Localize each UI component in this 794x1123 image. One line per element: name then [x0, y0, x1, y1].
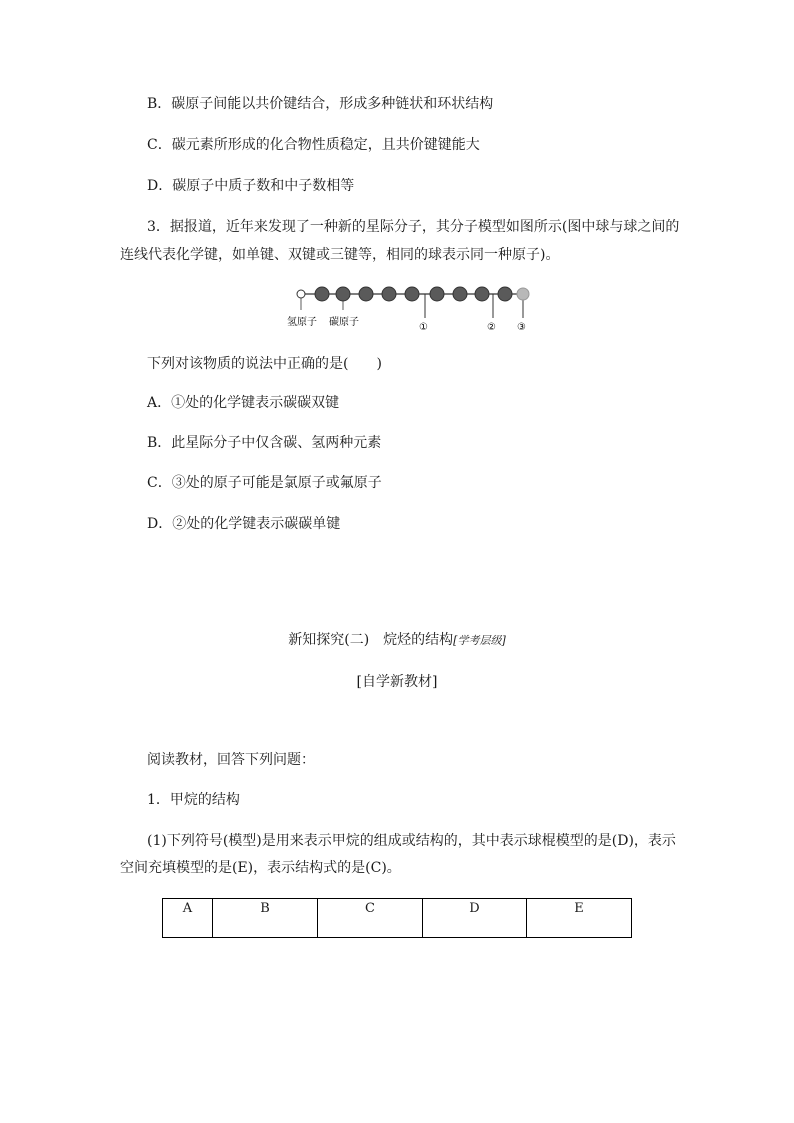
table-cell-d: D: [423, 899, 527, 938]
section-tag: [学考层级]: [453, 634, 506, 647]
mark-2: ②: [487, 322, 496, 333]
item-1-heading: 1．甲烷的结构: [147, 792, 240, 808]
q1-line2: 空间充填模型的是(E)，表示结构式的是(C)。: [120, 860, 401, 876]
q3-option-d: D．②处的化学键表示碳碳单键: [147, 516, 341, 532]
hydrogen-atom: [297, 290, 305, 298]
carbon-atom: [315, 287, 329, 301]
section-title: 新知探究(二) 烷烃的结构: [288, 632, 454, 648]
mark-3: ③: [517, 322, 526, 333]
carbon-atom: [382, 287, 396, 301]
reading-intro: 阅读教材，回答下列问题：: [147, 752, 315, 768]
table-cell-c: C: [318, 899, 423, 938]
q3-option-a: A．①处的化学键表示碳碳双键: [147, 395, 340, 411]
label-hydrogen: 氢原子: [287, 317, 317, 328]
carbon-atom: [430, 287, 444, 301]
carbon-atom: [405, 287, 419, 301]
carbon-atom: [498, 287, 512, 301]
question3-stem-line2: 连线代表化学键，如单键、双键或三键等，相同的球表示同一种原子)。: [120, 247, 560, 263]
section-subtitle: [自学新教材]: [356, 674, 438, 690]
carbon-atom: [475, 287, 489, 301]
third-atom: [517, 288, 529, 300]
option-d: D．碳原子中质子数和中子数相等: [147, 178, 355, 194]
option-c: C．碳元素所形成的化合物性质稳定，且共价键键能大: [147, 137, 480, 153]
carbon-atom: [453, 287, 467, 301]
table-cell-a: A: [163, 899, 213, 938]
model-table: [162, 898, 632, 938]
table-row: [163, 899, 632, 938]
question3-prompt: 下列对该物质的说法中正确的是( ): [147, 356, 382, 372]
molecule-figure: [285, 280, 545, 336]
option-b: B．碳原子间能以共价键结合，形成多种链状和环状结构: [147, 96, 494, 112]
question3-stem-line1: 3．据报道，近年来发现了一种新的星际分子，其分子模型如图所示(图中球与球之间的: [147, 219, 680, 235]
label-carbon: 碳原子: [329, 317, 359, 328]
q1-line1: (1)下列符号(模型)是用来表示甲烷的组成或结构的，其中表示球棍模型的是(D)，表示: [147, 833, 676, 849]
carbon-atom: [336, 287, 350, 301]
q3-option-b: B．此星际分子中仅含碳、氢两种元素: [147, 435, 382, 451]
table-cell-b: B: [213, 899, 318, 938]
carbon-atom: [359, 287, 373, 301]
q3-option-c: C．③处的原子可能是氯原子或氟原子: [147, 475, 382, 491]
table-cell-e: E: [527, 899, 632, 938]
section-heading: [0, 630, 794, 651]
mark-1: ①: [419, 322, 428, 333]
